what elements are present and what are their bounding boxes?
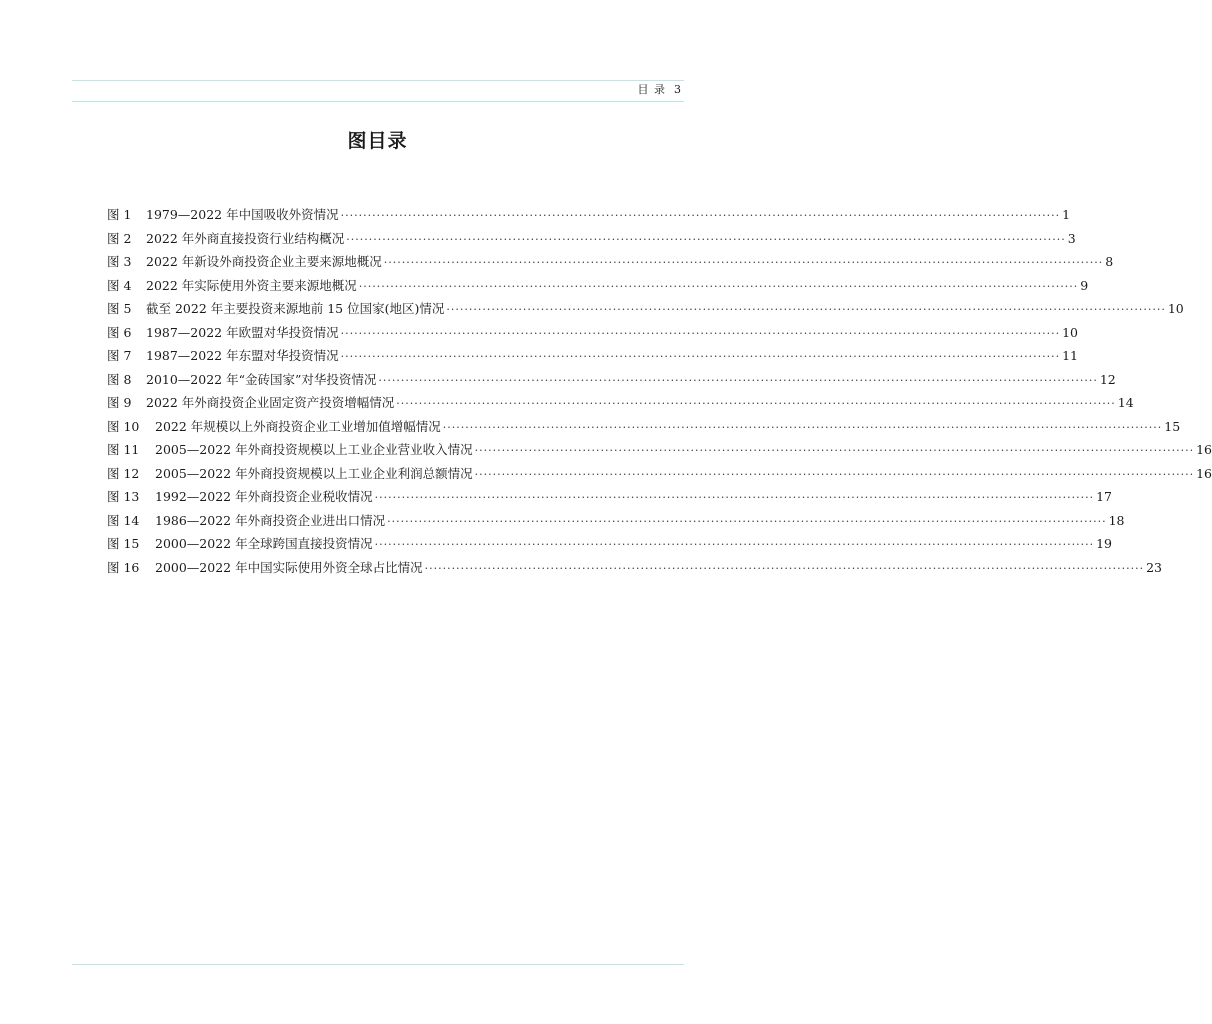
toc-entry-page-number: 10 [1062, 324, 1078, 340]
running-header [638, 83, 683, 97]
toc-entry[interactable] [107, 509, 1125, 533]
toc-entry[interactable] [107, 297, 1184, 321]
toc-entry-title: 1979—2022 年中国吸收外资情况 [146, 207, 339, 222]
toc-entry[interactable] [107, 203, 1071, 227]
toc-entry-title: 2005—2022 年外商投资规模以上工业企业营业收入情况 [155, 442, 473, 457]
toc-entry-page-number: 11 [1062, 348, 1078, 363]
toc-entry-label: 图 4 [107, 277, 132, 293]
toc-dot-leader: ································································································································································ [446, 303, 1166, 316]
toc-entry-page-number: 14 [1117, 395, 1134, 410]
toc-entry-title: 截至 2022 年主要投资来源地前 15 位国家(地区)情况 [146, 301, 445, 316]
toc-entry-page-number: 23 [1146, 559, 1162, 575]
header-rule-top [72, 80, 684, 81]
toc-entry-label: 图 12 [107, 465, 140, 481]
toc-dot-leader: ································································································································································ [378, 373, 1098, 387]
toc-entry[interactable] [107, 321, 1078, 345]
toc-dot-leader: ································································································································································ [387, 514, 1107, 528]
toc-entry-title: 2022 年新设外商投资企业主要来源地概况 [146, 254, 382, 269]
toc-entry-label: 图 3 [107, 254, 132, 269]
toc-entry-title: 2000—2022 年中国实际使用外资全球占比情况 [155, 559, 423, 575]
toc-entry-title: 2005—2022 年外商投资规模以上工业企业利润总额情况 [155, 465, 473, 481]
toc-entry[interactable] [107, 556, 1162, 580]
toc-dot-leader: ································································································································································ [358, 279, 1079, 293]
header-rule-bottom [72, 101, 684, 102]
toc-entry-label: 图 14 [107, 512, 140, 528]
toc-entry-label: 图 13 [107, 489, 140, 504]
toc-dot-leader: ································································································································································ [424, 561, 1145, 575]
toc-entry-title: 2022 年外商投资企业固定资产投资增幅情况 [146, 395, 395, 410]
toc-entry-page-number: 17 [1096, 489, 1112, 504]
toc-entry-label: 图 10 [107, 418, 140, 434]
toc-entry-label: 图 2 [107, 230, 132, 246]
toc-dot-leader: ································································································································································ [374, 491, 1095, 504]
toc-entry-title: 2022 年规模以上外商投资企业工业增加值增幅情况 [155, 418, 441, 434]
toc-entry[interactable] [107, 462, 1212, 486]
toc-entry-page-number: 8 [1105, 254, 1114, 269]
toc-entry-label: 图 16 [107, 559, 140, 575]
toc-entry-label: 图 7 [107, 348, 132, 363]
toc-entry[interactable] [107, 391, 1134, 415]
toc-entry-title: 1986—2022 年外商投资企业进出口情况 [155, 512, 386, 528]
toc-dot-leader: ································································································································································ [474, 444, 1195, 457]
toc-dot-leader: ································································································································································ [383, 256, 1104, 269]
toc-entry-title: 2000—2022 年全球跨国直接投资情况 [155, 536, 373, 551]
toc-entry-title: 1987—2022 年欧盟对华投资情况 [146, 324, 339, 340]
toc-entry[interactable] [107, 368, 1116, 392]
toc-dot-leader: ································································································································································ [346, 232, 1066, 246]
toc-entry-label: 图 15 [107, 536, 140, 551]
toc-entry-page-number: 1 [1062, 207, 1071, 222]
toc-entry-page-number: 10 [1167, 301, 1184, 316]
toc-dot-leader: ································································································································································ [474, 467, 1195, 481]
toc-entry[interactable] [107, 438, 1212, 462]
toc-entry-title: 2022 年实际使用外资主要来源地概况 [146, 277, 357, 293]
toc-entry-label: 图 5 [107, 301, 132, 316]
toc-entry[interactable] [107, 227, 1076, 251]
toc-entry-title: 2022 年外商直接投资行业结构概况 [146, 230, 345, 246]
page-title: 图目录 [347, 130, 408, 152]
toc-dot-leader: ································································································································································ [396, 397, 1116, 410]
toc-entry-page-number: 12 [1099, 371, 1116, 387]
toc-entry-page-number: 16 [1196, 465, 1212, 481]
toc-entry-label: 图 8 [107, 371, 132, 387]
running-header-page-number: 3 [674, 83, 682, 96]
toc-entry-title: 1987—2022 年东盟对华投资情况 [146, 348, 339, 363]
toc-entry-title: 1992—2022 年外商投资企业税收情况 [155, 489, 373, 504]
footer-rule [72, 964, 684, 965]
toc-entry-page-number: 16 [1196, 442, 1212, 457]
toc-entry-title: 2010—2022 年“金砖国家”对华投资情况 [146, 371, 377, 387]
toc-entry[interactable] [107, 532, 1112, 556]
toc-entry-page-number: 15 [1164, 418, 1181, 434]
toc-dot-leader: ································································································································································ [374, 538, 1095, 551]
toc-dot-leader: ································································································································································ [442, 420, 1163, 434]
toc-entry-page-number: 9 [1080, 277, 1089, 293]
toc-entry-label: 图 6 [107, 324, 132, 340]
toc-entry[interactable] [107, 274, 1089, 298]
toc-dot-leader: ································································································································································ [340, 326, 1061, 340]
toc-entry[interactable] [107, 415, 1181, 439]
figure-toc-list [107, 203, 1212, 579]
running-header-section: 目 录 [637, 83, 666, 96]
toc-dot-leader: ································································································································································ [340, 350, 1061, 363]
toc-entry-page-number: 19 [1096, 536, 1112, 551]
toc-entry-label: 图 1 [107, 207, 132, 222]
toc-entry-label: 图 9 [107, 395, 132, 410]
toc-entry[interactable] [107, 344, 1078, 368]
toc-entry[interactable] [107, 250, 1114, 274]
toc-entry-label: 图 11 [107, 442, 140, 457]
toc-entry[interactable] [107, 485, 1112, 509]
toc-dot-leader: ································································································································································ [340, 209, 1061, 222]
toc-entry-page-number: 3 [1067, 230, 1076, 246]
toc-entry-page-number: 18 [1108, 512, 1125, 528]
